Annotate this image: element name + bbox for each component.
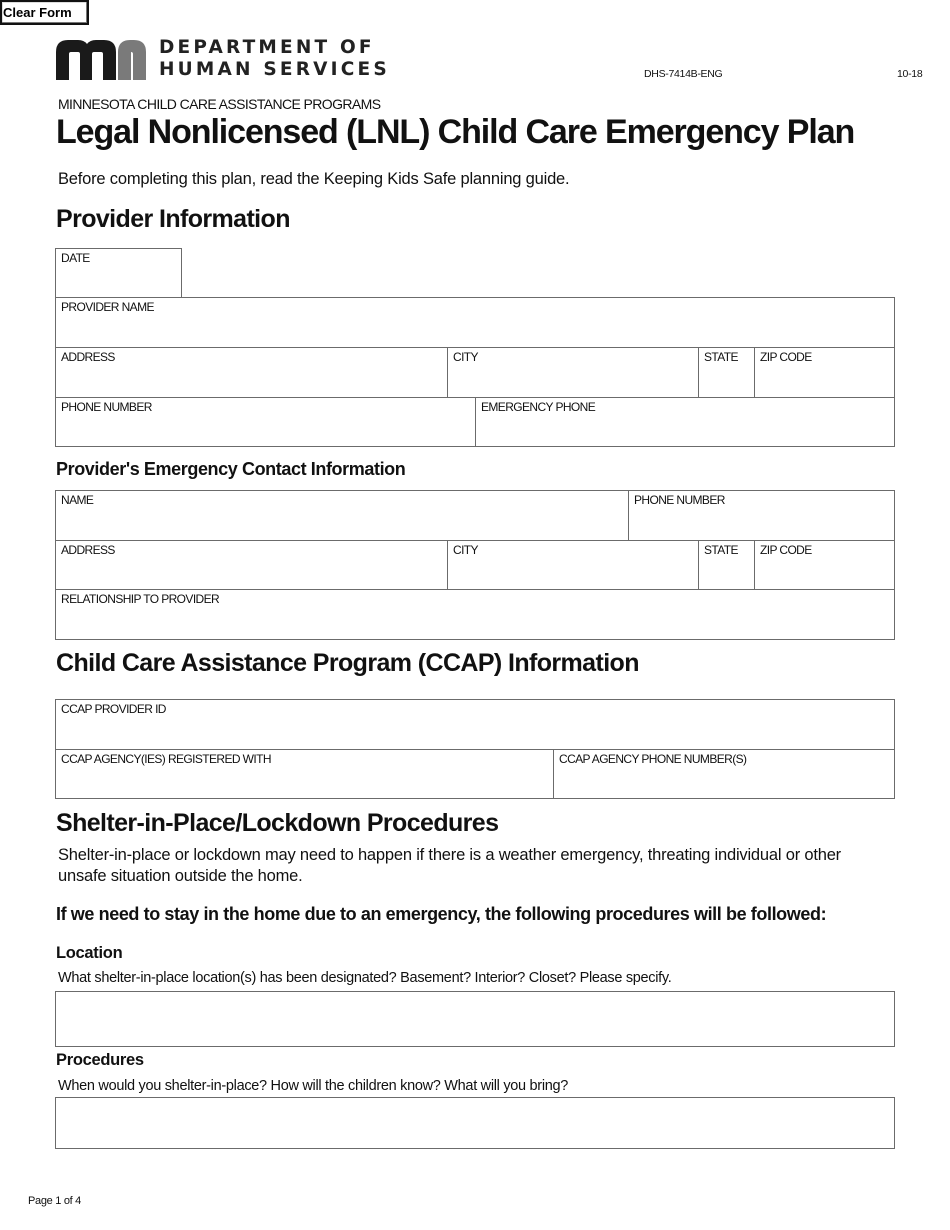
procedures-heading: Procedures — [56, 1051, 144, 1069]
provider-name-input[interactable] — [60, 321, 890, 343]
provider-city-field[interactable] — [447, 347, 699, 398]
shelter-section-heading: Shelter-in-Place/Lockdown Procedures — [56, 809, 499, 837]
ccap-provider-id-label: CCAP PROVIDER ID — [61, 702, 166, 716]
provider-state-input[interactable] — [703, 371, 750, 393]
intro-text: Before completing this plan, read the Keeping Kids Safe planning guide. — [58, 170, 570, 188]
relationship-label: RELATIONSHIP TO PROVIDER — [61, 592, 220, 606]
procedures-prompt: When would you shelter-in-place? How will the children know? What will you bring? — [58, 1078, 569, 1094]
provider-state-field[interactable] — [698, 347, 755, 398]
provider-zip-field[interactable] — [754, 347, 895, 398]
department-name-line-1: DEPARTMENT OF — [159, 37, 375, 58]
contact-phone-input[interactable] — [633, 514, 890, 536]
location-textarea-field[interactable] — [55, 991, 895, 1047]
provider-city-input[interactable] — [452, 371, 694, 393]
contact-state-input[interactable] — [703, 563, 750, 585]
shelter-description: Shelter-in-place or lockdown may need to happen if there is a weather emergency, threating individual or other unsafe situation outside the home. — [58, 846, 841, 885]
contact-name-field[interactable] — [55, 490, 629, 541]
ccap-provider-id-input[interactable] — [60, 723, 890, 745]
provider-address-input[interactable] — [60, 371, 443, 393]
date-field[interactable] — [55, 248, 182, 298]
contact-address-input[interactable] — [60, 563, 443, 585]
provider-city-label: CITY — [453, 350, 478, 364]
ccap-agency-label: CCAP AGENCY(IES) REGISTERED WITH — [61, 752, 271, 766]
date-input[interactable] — [60, 271, 177, 293]
location-prompt: What shelter-in-place location(s) has been designated? Basement? Interior? Closet? Please specify. — [58, 970, 672, 986]
provider-address-field[interactable] — [55, 347, 448, 398]
location-textarea[interactable] — [60, 996, 890, 1042]
contact-city-field[interactable] — [447, 540, 699, 590]
ccap-agency-field[interactable] — [55, 749, 554, 799]
contact-address-label: ADDRESS — [61, 543, 115, 557]
contact-state-field[interactable] — [698, 540, 755, 590]
location-heading: Location — [56, 944, 123, 962]
program-name: MINNESOTA CHILD CARE ASSISTANCE PROGRAMS — [58, 96, 381, 112]
ccap-agency-input[interactable] — [60, 772, 549, 794]
contact-name-label: NAME — [61, 493, 94, 507]
ccap-agency-phone-field[interactable] — [553, 749, 895, 799]
department-name — [159, 37, 390, 81]
ccap-provider-id-field[interactable] — [55, 699, 895, 750]
form-code: DHS-7414B-ENG — [644, 68, 723, 80]
emergency-phone-label: EMERGENCY PHONE — [481, 400, 596, 414]
mn-logo-icon — [56, 38, 146, 80]
relationship-field[interactable] — [55, 589, 895, 640]
contact-state-label: STATE — [704, 543, 738, 557]
provider-state-label: STATE — [704, 350, 738, 364]
relationship-input[interactable] — [60, 613, 890, 635]
contact-city-label: CITY — [453, 543, 478, 557]
ccap-section-heading: Child Care Assistance Program (CCAP) Information — [56, 649, 639, 677]
date-label: DATE — [61, 251, 90, 265]
contact-zip-field[interactable] — [754, 540, 895, 590]
emergency-contact-heading: Provider's Emergency Contact Information — [56, 459, 406, 479]
page-number: Page 1 of 4 — [28, 1195, 81, 1207]
provider-address-label: ADDRESS — [61, 350, 115, 364]
ccap-agency-phone-input[interactable] — [558, 772, 890, 794]
provider-name-field[interactable] — [55, 297, 895, 348]
provider-phone-field[interactable] — [55, 397, 476, 447]
shelter-statement: If we need to stay in the home due to an emergency, the following procedures will be followed: — [56, 904, 827, 924]
contact-name-input[interactable] — [60, 514, 624, 536]
emergency-phone-field[interactable] — [475, 397, 895, 447]
procedures-textarea[interactable] — [60, 1102, 890, 1144]
department-name-line-2: HUMAN SERVICES — [159, 59, 390, 80]
procedures-textarea-field[interactable] — [55, 1097, 895, 1149]
provider-phone-input[interactable] — [60, 420, 471, 442]
ccap-agency-phone-label: CCAP AGENCY PHONE NUMBER(S) — [559, 752, 747, 766]
clear-form-button[interactable]: Clear Form — [0, 0, 89, 25]
contact-phone-label: PHONE NUMBER — [634, 493, 725, 507]
provider-name-label: PROVIDER NAME — [61, 300, 154, 314]
contact-zip-label: ZIP CODE — [760, 543, 812, 557]
contact-phone-field[interactable] — [628, 490, 895, 541]
contact-city-input[interactable] — [452, 563, 694, 585]
provider-section-heading: Provider Information — [56, 205, 290, 233]
provider-zip-input[interactable] — [759, 371, 890, 393]
provider-zip-label: ZIP CODE — [760, 350, 812, 364]
emergency-phone-input[interactable] — [480, 420, 890, 442]
page-title: Legal Nonlicensed (LNL) Child Care Emergency Plan — [56, 113, 855, 151]
contact-address-field[interactable] — [55, 540, 448, 590]
provider-phone-label: PHONE NUMBER — [61, 400, 152, 414]
form-date: 10-18 — [897, 68, 923, 80]
contact-zip-input[interactable] — [759, 563, 890, 585]
